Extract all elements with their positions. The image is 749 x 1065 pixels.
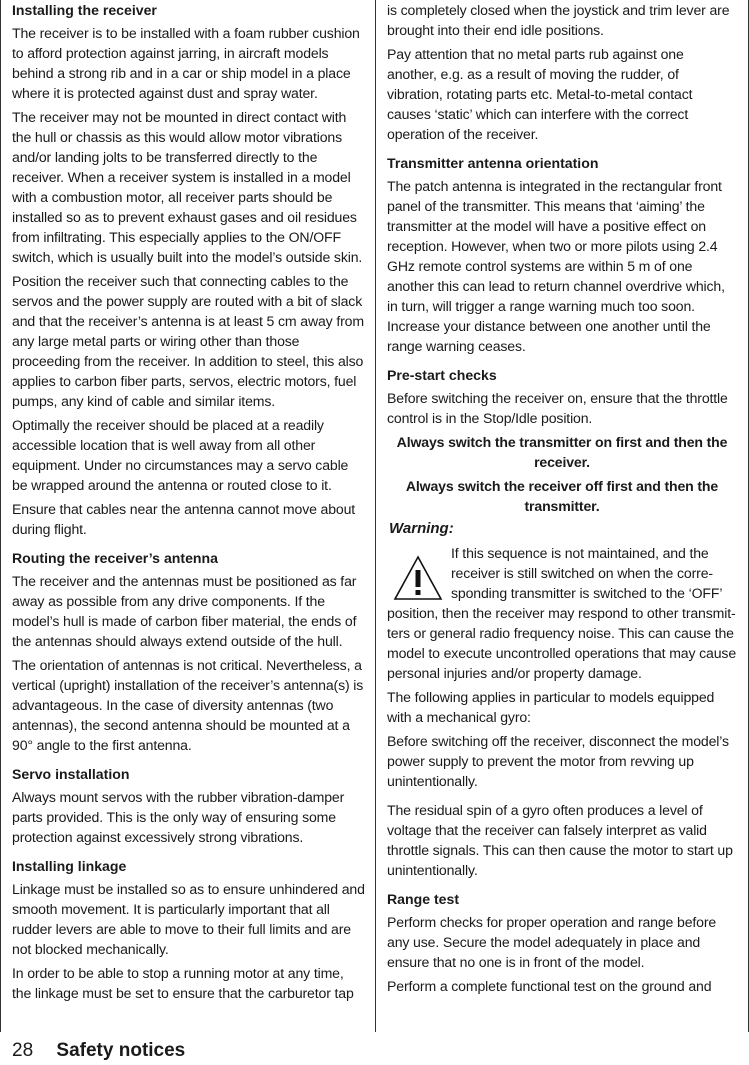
heading-range-test: Range test (387, 891, 460, 907)
paragraph: Perform a complete functional test on the ground and (387, 978, 712, 994)
left-column (12, 0, 365, 1007)
heading-installing-receiver: Installing the receiver (12, 2, 157, 18)
paragraph: The receiver may not be mounted in direct contact with the hull or chassis as this would allow motor vibrations and/or landing jolts to be transferred directly to the receiver. When a receiver system is installed in a model with a combustion motor, all receiver parts should be installed so as to prevent exhaust gases and oil residues from infiltrating. This especially applies to the ON/OFF switch, which is usually built into the model’s outside skin. (12, 109, 363, 265)
callout-switch-off: Always switch the receiver off first and then the transmitter. (405, 478, 719, 514)
heading-installing-linkage: Installing linkage (12, 858, 127, 874)
heading-routing-antenna: Routing the receiver’s antenna (12, 550, 218, 566)
warning-triangle-icon (393, 555, 443, 601)
paragraph: The orientation of antennas is not critical. Nevertheless, a vertical (upright) installation of the receiver’s antenna(s) is advantageous. In the case of diversity antennas (two antennas), the second antenna should be mounted at a 90° angle to the first antenna. (12, 657, 364, 753)
paragraph: The residual spin of a gyro often produces a level of voltage that the receiver can falsely interpret as valid throttle signals. This can then cause the motor to start up unintentionally. (387, 802, 733, 878)
heading-servo-installation: Servo installation (12, 766, 130, 782)
right-column (387, 0, 737, 1000)
callout-switch-on: Always switch the transmitter on first and then the receiver. (396, 434, 728, 470)
paragraph: Pay attention that no metal parts rub against one another, e.g. as a result of moving the rudder, of vibration, rotating parts etc. Metal-to-metal contact causes ‘static’ which can interfere with the correct operation of the receiver. (387, 46, 693, 142)
paragraph: Before switching the receiver on, ensure that the throttle control is in the Stop/Idle position. (387, 390, 728, 426)
paragraph: Ensure that cables near the antenna cannot move about during flight. (12, 501, 356, 537)
section-title: Safety notices (56, 1040, 186, 1061)
paragraph: The following applies in particular to models equipped with a mechanical gyro: (387, 689, 715, 725)
page-number: 28 (12, 1040, 34, 1061)
paragraph: Always mount servos with the rubber vibration-damper parts provided. This is the only way of ensuring some protection against excessively strong vibrations. (12, 789, 345, 845)
paragraph: is completely closed when the joystick and trim lever are brought into their end idle positions. (387, 2, 730, 38)
paragraph: Perform checks for proper operation and range before any use. Secure the model adequately in place and ensure that no one is in front of the model. (387, 914, 717, 970)
heading-antenna-orientation: Transmitter antenna orientation (387, 155, 599, 171)
paragraph: Position the receiver such that connecting cables to the servos and the power supply are routed with a bit of slack and that the receiver’s antenna is at least 5 cm away from any large metal parts or wiring other than those proceeding from the receiver. In addition to steel, this also applies to carbon fiber parts, servos, electric motors, fuel pumps, any kind of cable and similar items. (12, 273, 364, 409)
paragraph: The receiver is to be installed with a foam rubber cushion to afford protection against jarring, in aircraft models behind a strong rib and in a car or ship model in a place where it is protected against dust and spray water. (12, 25, 360, 101)
paragraph: The patch antenna is integrated in the rectangular front panel of the transmitter. This means that ‘aiming’ the transmitter at the model will have a positive effect on reception. However, when two or more pilots using 2.4 GHz remote control systems are within 5 m of one another this can lead to return channel overdrive which, in turn, will trigger a range warning much too soon. Increase your distance between one another until the range warning ceases. (387, 178, 725, 354)
warning-title: Warning: (389, 520, 454, 537)
paragraph: Optimally the receiver should be placed at a readily accessible location that is well away from all other equipment. Under no circumstances may a servo cable be wrapped around the antenna or routed close to it. (12, 417, 349, 493)
left-border (0, 0, 1, 1032)
warning-block (387, 543, 737, 683)
page-footer (12, 1040, 185, 1062)
paragraph: Before switching off the receiver, disconnect the model’s power supply to prevent the motor from revving up unintentionally. (387, 733, 729, 789)
paragraph: The receiver and the antennas must be positioned as far away as possible from any drive components. If the model’s hull is made of carbon fiber material, the ends of the antennas should always extend outside of the hull. (12, 573, 357, 649)
column-divider (375, 0, 376, 1032)
paragraph: Linkage must be installed so as to ensure unhindered and smooth movement. It is particularly important that all rudder levers are able to move to their full limits and are not blocked mechanically. (12, 881, 365, 957)
paragraph: In order to be able to stop a running motor at any time, the linkage must be set to ensure that the carburetor tap (12, 965, 354, 1001)
heading-prestart-checks: Pre-start checks (387, 367, 497, 383)
warning-text: If this sequence is not maintained, and the receiver is still switched on when the corre-sponding transmitter is switched to the ‘OFF’ position, then the receiver may respond to other transmit-ters or general radio frequency noise. This can cause the model to execute uncontrolled operations that may cause personal injuries and/or property damage. (387, 545, 737, 681)
